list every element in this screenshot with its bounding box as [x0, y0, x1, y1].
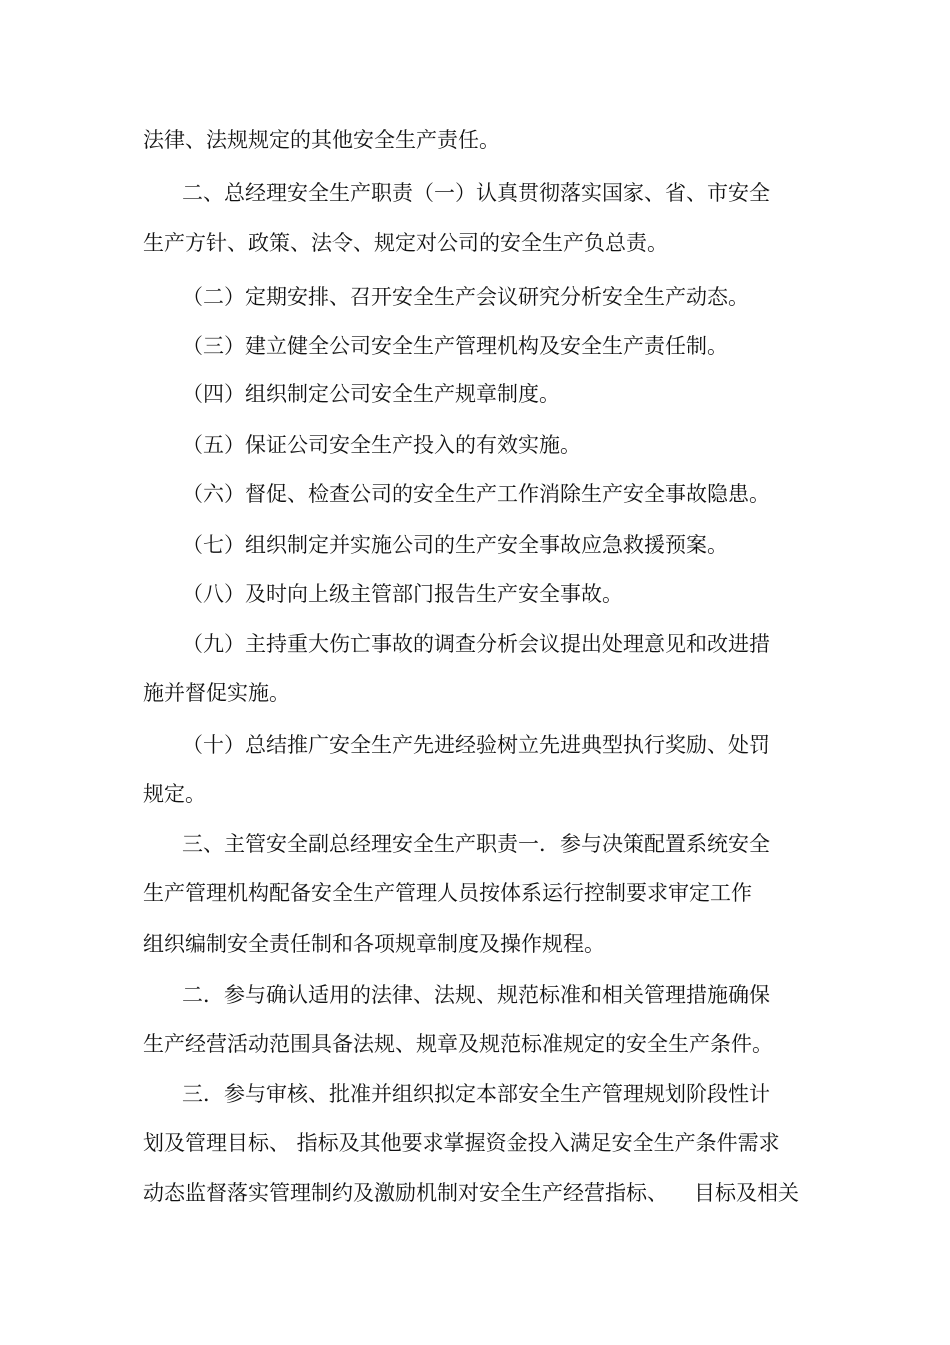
- list-item-line: （十）总结推广安全生产先进经验树立先进典型执行奖励、处罚: [182, 733, 770, 757]
- list-item-line: （二）定期安排、召开安全生产会议研究分析安全生产动态。: [182, 285, 749, 309]
- list-item-line: 二．参与确认适用的法律、法规、规范标准和相关管理措施确保: [182, 983, 770, 1007]
- list-item-line: （九）主持重大伤亡事故的调查分析会议提出处理意见和改进措: [182, 632, 770, 656]
- text-line: 规定。: [143, 782, 206, 806]
- list-item-line: 三．参与审核、批准并组织拟定本部安全生产管理规划阶段性计: [182, 1082, 770, 1106]
- text-line: 组织编制安全责任制和各项规章制度及操作规程。: [143, 932, 605, 956]
- text-line: 施并督促实施。: [143, 681, 290, 705]
- list-item-line: （七）组织制定并实施公司的生产安全事故应急救援预案。: [182, 533, 728, 557]
- text-segment: 目标及相关: [694, 1181, 799, 1205]
- text-line: 生产经营活动范围具备法规、规章及规范标准规定的安全生产条件。: [143, 1032, 773, 1056]
- text-line: [143, 1180, 799, 1206]
- list-item-line: （八）及时向上级主管部门报告生产安全事故。: [182, 582, 623, 606]
- text-segment: 动态监督落实管理制约及激励机制对安全生产经营指标、: [143, 1181, 668, 1205]
- text-line: 法律、法规规定的其他安全生产责任。: [143, 128, 500, 152]
- list-item-line: （六）督促、检查公司的安全生产工作消除生产安全事故隐患。: [182, 482, 770, 506]
- list-item-line: （四）组织制定公司安全生产规章制度。: [182, 382, 560, 406]
- text-line: 生产管理机构配备安全生产管理人员按体系运行控制要求审定工作: [143, 881, 752, 905]
- text-line: 划及管理目标、 指标及其他要求掌握资金投入满足安全生产条件需求: [143, 1131, 780, 1155]
- section-heading-line: 二、总经理安全生产职责（一）认真贯彻落实国家、省、市安全: [182, 181, 770, 205]
- list-item-line: （五）保证公司安全生产投入的有效实施。: [182, 433, 581, 457]
- list-item-line: （三）建立健全公司安全生产管理机构及安全生产责任制。: [182, 334, 728, 358]
- section-heading-line: 三、主管安全副总经理安全生产职责一．参与决策配置系统安全: [182, 832, 770, 856]
- text-line: 生产方针、政策、法令、规定对公司的安全生产负总责。: [143, 231, 668, 255]
